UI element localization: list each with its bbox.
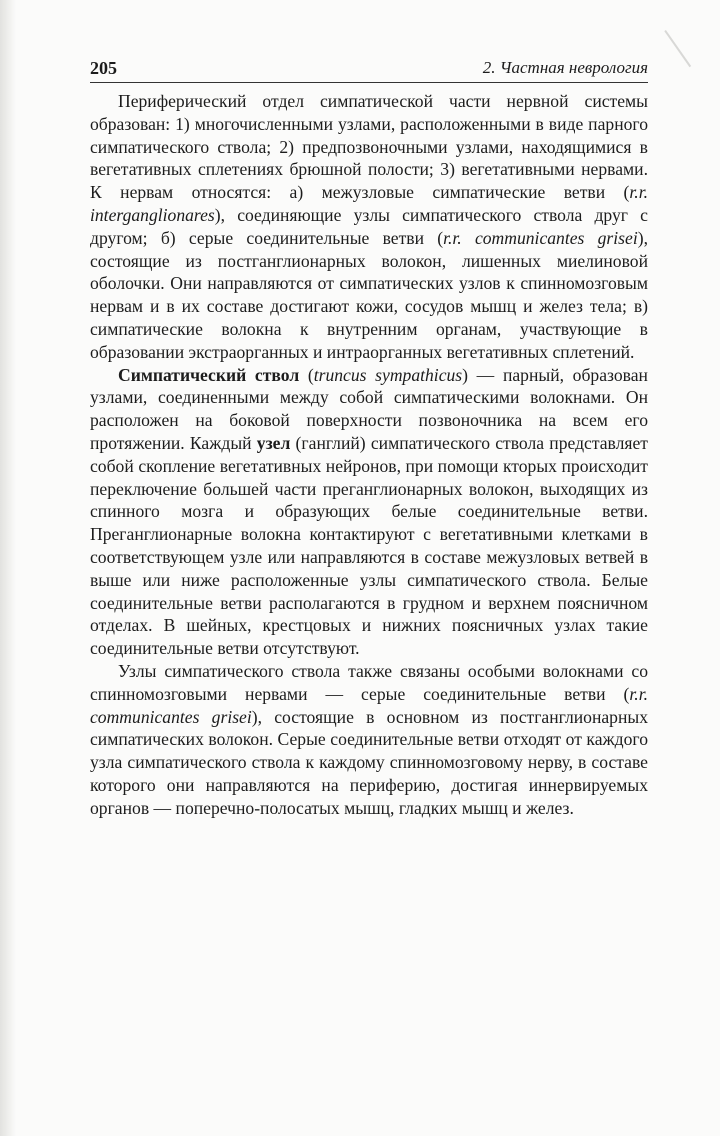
latin-term: r.r. communicantes grisei xyxy=(90,683,648,727)
page-header xyxy=(90,56,648,83)
paragraph-gray-rami xyxy=(90,660,648,820)
text-segment: (ганглий) симпатического ствола представляет собой скопление вегетативных нейронов, при помощи кторых происходит переключение большей части преганглионарных волокон, выходящих из спинного мозга и образующих белые соединительные ветви. Преганглионарные волокна контактируют с вегетативными клетками в соответствующем узле или направляются в составе межузловых ветвей в выше или ниже расположенные узлы симпатического ствола. Белые соединительные ветви располагаются в грудном и верхнем поясничном отделах. В шейных, крестцовых и нижних поясничных узлах такие соединительные ветви отсутствуют. xyxy=(90,432,648,659)
page-number: 205 xyxy=(90,58,117,78)
corner-scan-mark xyxy=(664,13,715,67)
page-binding-shadow xyxy=(0,0,16,1136)
latin-term: r.r. communicantes grisei xyxy=(443,227,638,248)
text-segment: Узлы симпатического ствола также связаны особыми волокнами со спинномозговыми нервами — серые соединительные ветви ( xyxy=(90,660,648,704)
paragraph-sympathetic-trunk xyxy=(90,364,648,660)
text-segment: Периферический отдел симпатической части нервной системы образован: 1) многочисленными узлами, расположенными в виде парного симпатического ствола; 2) предпозвоночными узлами, находящимися в вегетативных сплетениях брюшной полости; 3) вегетативными нервами. К нервам относятся: а) межузловые симпатические ветви ( xyxy=(90,91,648,203)
paragraph-peripheral-division xyxy=(90,90,648,364)
text-segment: ), соединяющие узлы симпатического ствола друг с другом; б) серые соединительные ветви ( xyxy=(90,204,648,248)
bold-term: узел xyxy=(256,432,291,453)
latin-term: truncus sympathicus xyxy=(313,364,463,385)
body-text xyxy=(90,90,648,820)
text-segment: ), состоящие из постганглионарных волокон, лишенных миелиновой оболочки. Они направляются от симпатических узлов к спинномозговым нервам и в их составе достигают кожи, сосудов мышц и желез тела; в) симпатические волокна к внутренним органам, участвующие в образовании экстраорганных и интраорганных вегетативных сплетений. xyxy=(90,227,648,362)
text-segment: ), состоящие в основном из постганглионарных симпатических волокон. Серые соединительные ветви отходят от каждого узла симпатического ствола к каждому спинномозговому нерву, в составе которого они направляются на периферию, достигая иннервируемых органов — поперечно-полосатых мышц, гладких мышц и желез. xyxy=(90,706,649,818)
text-segment: ) — парный, образован узлами, соединенными между собой симпатическими волокнами. Он расположен на боковой поверхности позвоночника на всем его протяжении. Каждый xyxy=(90,364,648,453)
text-segment: ( xyxy=(299,364,314,385)
bold-term: Симпатический ствол xyxy=(118,364,300,385)
latin-term: r.r. interganglionares xyxy=(90,182,648,225)
running-title: 2. Частная неврология xyxy=(482,58,648,77)
